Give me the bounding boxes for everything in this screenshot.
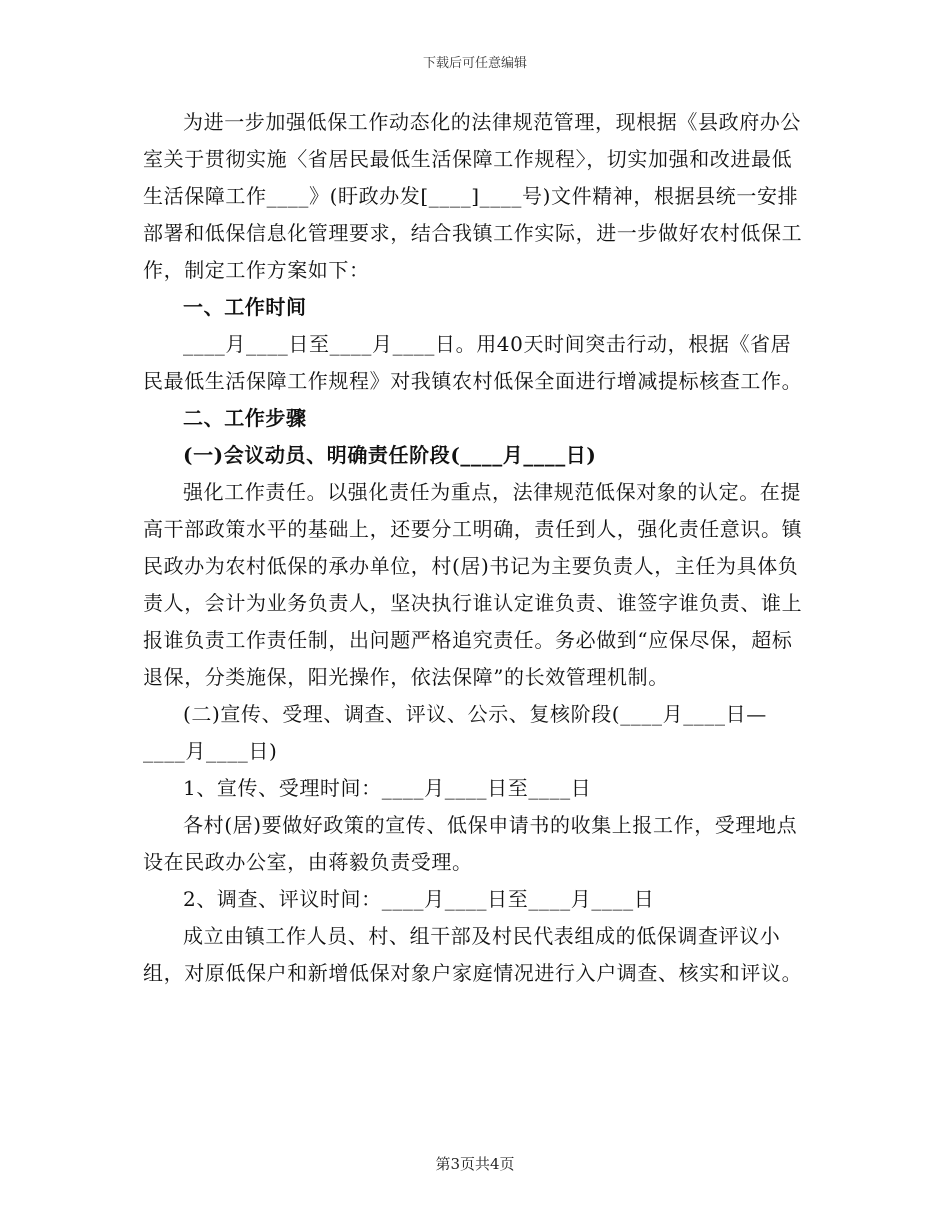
- page-number: 第3页共4页: [435, 1155, 515, 1173]
- responsibility-paragraph: 强化工作责任。以强化责任为重点，法律规范低保对象的认定。在提高干部政策水平的基础上，还要分工明确，责任到人，强化责任意识。镇民政办为农村低保的承办单位，村(居)书记为主要负责人，主任为具体负责人，会计为业务负责人，坚决执行谁认定谁负责、谁签字谁负责、谁上报谁负责工作责任制，出问题严格追究责任。务必做到“应保尽保，超标退保，分类施保，阳光操作，依法保障”的长效管理机制。: [143, 480, 803, 689]
- publicity-paragraph: 各村(居)要做好政策的宣传、低保申请书的收集上报工作，受理地点设在民政办公室，由蒋毅负责受理。: [143, 813, 798, 874]
- survey-paragraph: 成立由镇工作人员、村、组干部及村民代表组成的低保调查评议小组，对原低保户和新增低保对象户家庭情况进行入户调查、核实和评议。: [143, 924, 803, 985]
- item-heading-survey-time: 2、调查、评议时间：____月____日至____月____日: [183, 887, 655, 911]
- item-heading-publicity-time: 1、宣传、受理时间：____月____日至____日: [183, 776, 592, 800]
- document-body: [143, 104, 803, 992]
- section-heading-work-time: 一、工作时间: [183, 295, 307, 319]
- section-heading-work-steps: 二、工作步骤: [183, 406, 307, 430]
- subsection-heading-mobilization: (一)会议动员、明确责任阶段(____月____日): [183, 443, 597, 467]
- work-time-paragraph: ____月____日至____月____日。用40天时间突击行动，根据《省居民最低生活保障工作规程》对我镇农村低保全面进行增减提标核查工作。: [143, 332, 803, 393]
- page-header-note: 下载后可任意编辑: [422, 56, 527, 71]
- subsection-heading-publicity: (二)宣传、受理、调查、评议、公示、复核阶段(____月____日—____月____日): [143, 702, 767, 763]
- intro-paragraph: 为进一步加强低保工作动态化的法律规范管理，现根据《县政府办公室关于贯彻实施〈省居民最低生活保障工作规程〉，切实加强和改进最低生活保障工作____》(盱政办发[____]____号)文件精神，根据县统一安排部署和低保信息化管理要求，结合我镇工作实际，进一步做好农村低保工作，制定工作方案如下：: [143, 110, 803, 282]
